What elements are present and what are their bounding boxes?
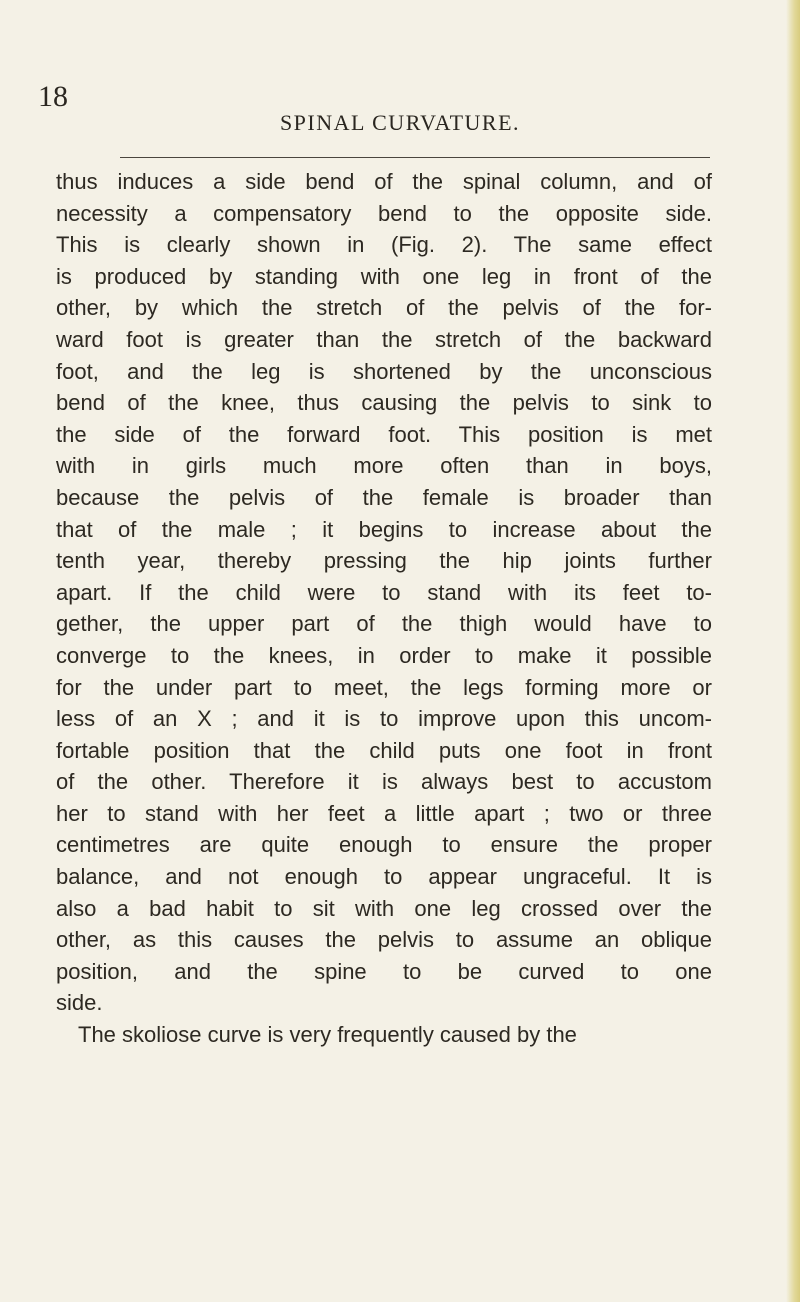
text-line: tenth year, thereby pressing the hip joints further (56, 548, 712, 574)
text-line: with in girls much more often than in boys, (56, 453, 712, 479)
text-line: the side of the forward foot. This position is met (56, 421, 712, 447)
text-line: gether, the upper part of the thigh would have to (56, 611, 712, 637)
text-line: bend of the knee, thus causing the pelvis to sink to (56, 390, 712, 416)
text-line: balance, and not enough to appear ungraceful. It is (56, 864, 712, 890)
text-line: because the pelvis of the female is broader than (56, 484, 712, 510)
text-line: of the other. Therefore it is always best to accustom (56, 769, 712, 795)
text-line: side. (56, 990, 103, 1016)
text-line: is produced by standing with one leg in front of the (56, 263, 712, 289)
text-line: This is clearly shown in (Fig. 2). The same effect (56, 232, 712, 258)
text-line: The skoliose curve is very frequently caused by the (78, 1022, 577, 1048)
text-line: position, and the spine to be curved to one (56, 958, 712, 984)
text-line: for the under part to meet, the legs forming more or (56, 674, 712, 700)
text-line: apart. If the child were to stand with its feet to- (56, 579, 712, 605)
text-line: converge to the knees, in order to make it possible (56, 642, 712, 668)
running-title: SPINAL CURVATURE. (279, 110, 521, 135)
page-number: 18 (38, 80, 68, 113)
body-text (56, 166, 712, 1051)
text-line: necessity a compensatory bend to the opposite side. (56, 200, 712, 226)
text-line: other, as this causes the pelvis to assume an oblique (56, 927, 712, 953)
header-rule (120, 157, 710, 158)
page-edge (786, 0, 800, 1302)
text-line: thus induces a side bend of the spinal column, and of (56, 169, 712, 194)
text-line: fortable position that the child puts one foot in front (56, 737, 712, 763)
text-line: ward foot is greater than the stretch of the backward (56, 326, 712, 352)
text-line: foot, and the leg is shortened by the unconscious (56, 358, 712, 384)
text-line: less of an X ; and it is to improve upon this uncom- (56, 706, 712, 732)
text-line: other, by which the stretch of the pelvis of the for- (56, 295, 712, 321)
text-line: centimetres are quite enough to ensure the proper (56, 832, 712, 858)
text-line: her to stand with her feet a little apart ; two or three (56, 800, 712, 826)
text-line: also a bad habit to sit with one leg crossed over the (56, 895, 712, 921)
text-line: that of the male ; it begins to increase about the (56, 516, 712, 542)
